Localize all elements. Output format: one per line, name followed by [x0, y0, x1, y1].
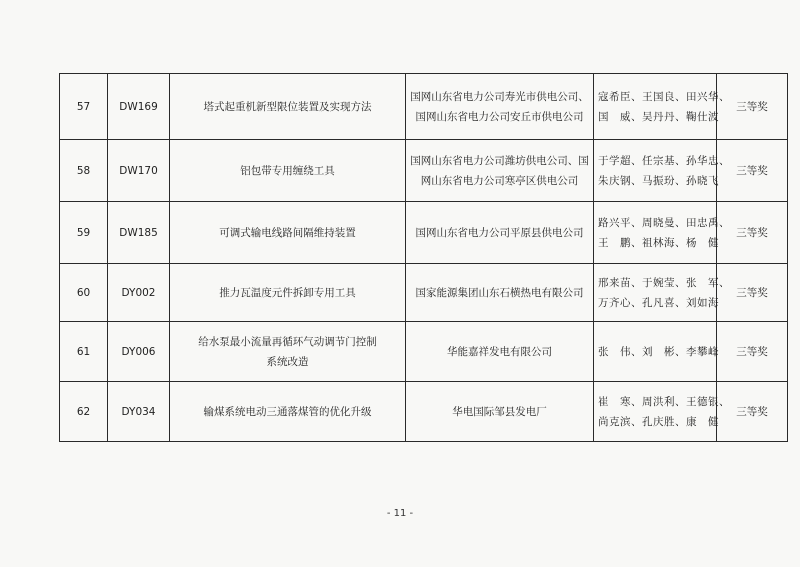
- team-members-line: 朱庆钢、马振玢、孙晓飞: [598, 174, 719, 187]
- company-name-line: 国网山东省电力公司潍坊供电公司、国: [410, 154, 589, 167]
- row-number: 60: [60, 264, 108, 322]
- company-name: [406, 74, 594, 140]
- row-number: 57: [60, 74, 108, 140]
- company-name: [406, 382, 594, 442]
- team-members-line: 邢来苗、于婉莹、张 军、: [598, 276, 730, 289]
- company-name-line: 国网山东省电力公司安丘市供电公司: [415, 110, 584, 123]
- team-members-line: 寇希臣、王国良、田兴华、: [598, 90, 730, 103]
- row-number: 58: [60, 140, 108, 202]
- team-members: [594, 74, 730, 140]
- project-name-line: 塔式起重机新型限位装置及实现方法: [203, 100, 372, 113]
- company-name: [406, 140, 594, 202]
- row-number: 61: [60, 322, 108, 382]
- company-name-line: 网山东省电力公司寒亭区供电公司: [420, 174, 579, 187]
- project-name-line: 铝包带专用缠绕工具: [240, 164, 335, 177]
- award-level: 三等奖: [717, 382, 788, 442]
- table-row: [60, 202, 788, 264]
- project-code: DW170: [108, 140, 170, 202]
- team-members-line: 张 伟、刘 彬、李攀峰: [598, 345, 719, 358]
- awards-table-body: [60, 74, 788, 442]
- project-name: [170, 202, 406, 264]
- team-members: [594, 202, 730, 264]
- project-name-line: 推力瓦温度元件拆卸专用工具: [219, 286, 356, 299]
- company-name-line: 国网山东省电力公司平原县供电公司: [415, 226, 584, 239]
- page-number: - 11 -: [386, 508, 414, 519]
- project-name-line: 输煤系统电动三通落煤管的优化升级: [203, 405, 372, 418]
- awards-table: [59, 73, 788, 442]
- project-code: DY006: [108, 322, 170, 382]
- project-code: DY034: [108, 382, 170, 442]
- company-name: [406, 264, 594, 322]
- team-members-line: 国 威、吴丹丹、鞠仕波: [598, 110, 719, 123]
- table-row: [60, 74, 788, 140]
- team-members: [594, 140, 730, 202]
- team-members-line: 于学超、任宗基、孙华忠、: [598, 154, 730, 167]
- award-level: 三等奖: [717, 202, 788, 264]
- team-members-line: 万齐心、孔凡喜、刘如海: [598, 296, 719, 309]
- project-name-line: 给水泵最小流量再循环气动调节门控制: [198, 335, 377, 348]
- company-name-line: 华能嘉祥发电有限公司: [447, 345, 552, 358]
- project-code: DY002: [108, 264, 170, 322]
- project-code: DW169: [108, 74, 170, 140]
- award-level: 三等奖: [717, 322, 788, 382]
- company-name-line: 国网山东省电力公司寿光市供电公司、: [410, 90, 589, 103]
- table-row: [60, 140, 788, 202]
- table-row: [60, 382, 788, 442]
- team-members-line: 王 鹏、祖林海、杨 健: [598, 236, 719, 249]
- team-members-line: 尚克滨、孔庆胜、康 健: [598, 415, 719, 428]
- project-name: [170, 74, 406, 140]
- project-name-line: 可调式输电线路间隔维持装置: [219, 226, 356, 239]
- team-members-line: 崔 寒、周洪利、王德银、: [598, 395, 730, 408]
- team-members: [594, 382, 730, 442]
- company-name: [406, 322, 594, 382]
- award-level: 三等奖: [717, 264, 788, 322]
- company-name-line: 国家能源集团山东石横热电有限公司: [415, 286, 584, 299]
- team-members: [594, 322, 717, 382]
- award-level: 三等奖: [717, 140, 788, 202]
- project-code: DW185: [108, 202, 170, 264]
- row-number: 59: [60, 202, 108, 264]
- project-name: [170, 264, 406, 322]
- team-members: [594, 264, 730, 322]
- row-number: 62: [60, 382, 108, 442]
- table-row: [60, 322, 788, 382]
- award-level: 三等奖: [717, 74, 788, 140]
- company-name-line: 华电国际邹县发电厂: [452, 405, 547, 418]
- table-row: [60, 264, 788, 322]
- project-name-line: 系统改造: [266, 355, 309, 368]
- project-name: [170, 382, 406, 442]
- project-name: [170, 140, 406, 202]
- company-name: [406, 202, 594, 264]
- team-members-line: 路兴平、周晓曼、田忠禹、: [598, 216, 730, 229]
- project-name: [170, 322, 406, 382]
